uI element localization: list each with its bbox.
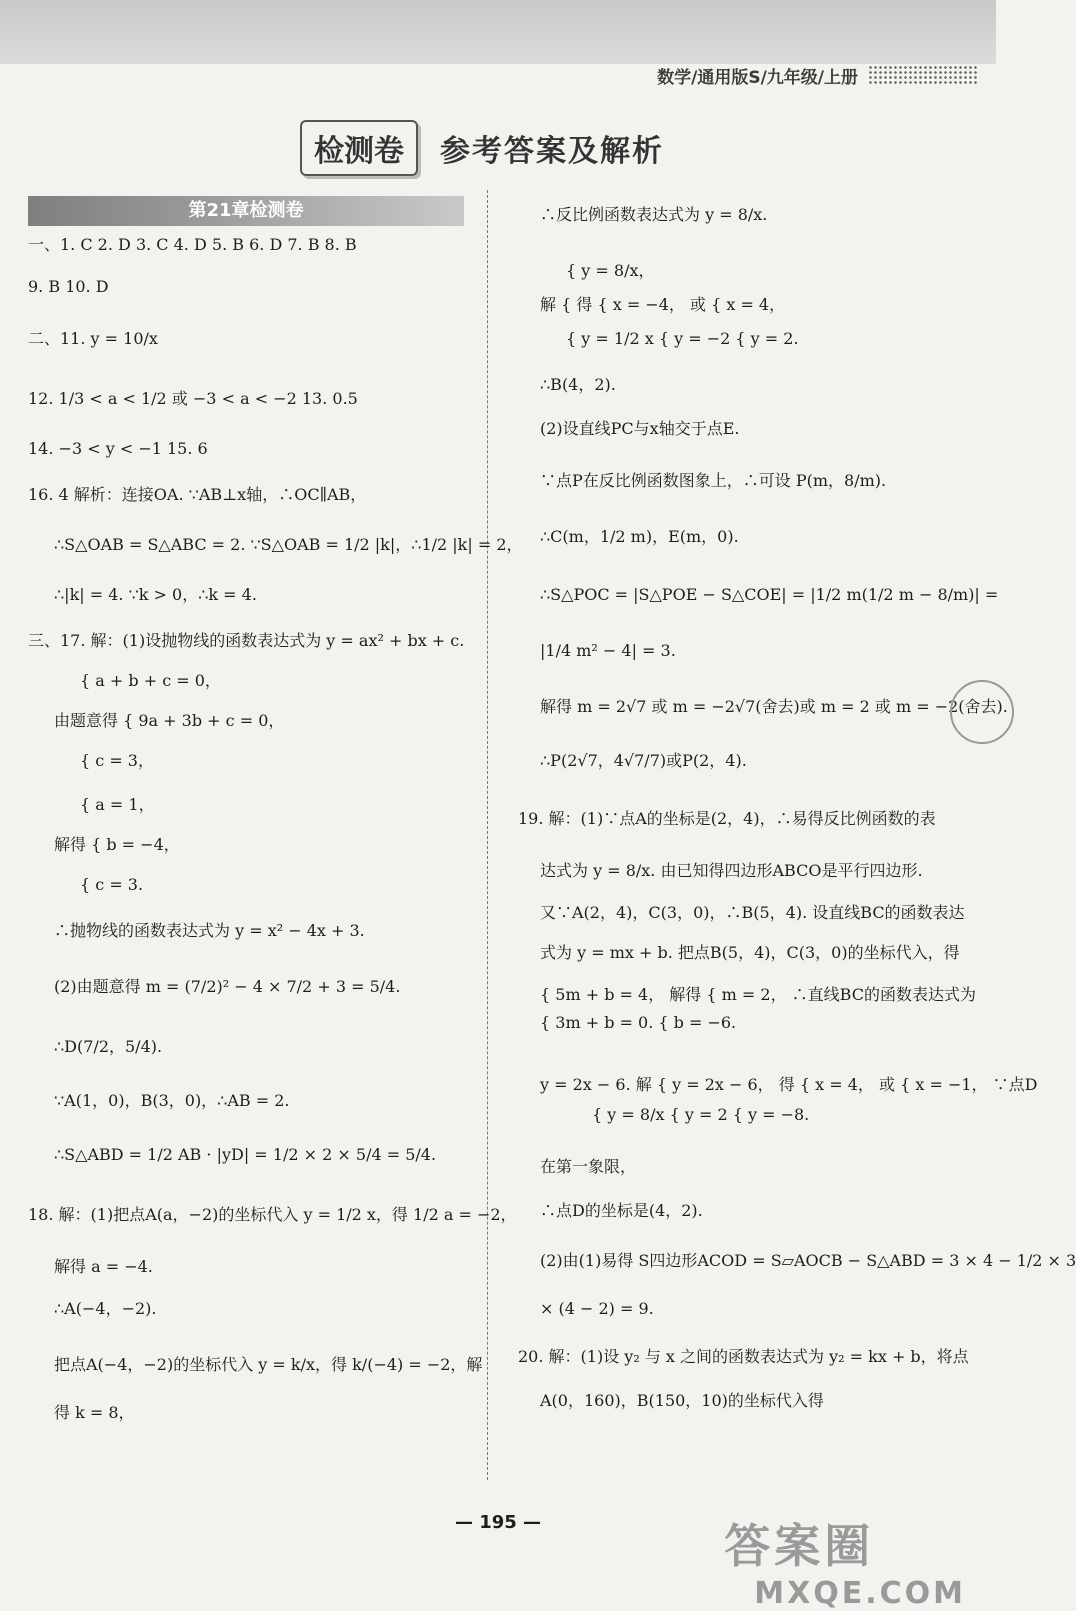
answer-line: ∴S△POC = |S△POE − S△COE| = |1/2 m(1/2 m − 8/m)| = — [540, 585, 999, 604]
answer-line: { y = 1/2 x { y = −2 { y = 2. — [566, 329, 799, 348]
dot-pattern — [868, 65, 978, 85]
answer-line: { c = 3. — [80, 875, 144, 894]
subject-label: 数学/通用版S/九年级/上册 — [657, 67, 858, 88]
answer-line: 16. 4 解析：连接OA. ∵AB⊥x轴，∴OC∥AB， — [28, 485, 367, 504]
answer-line: 达式为 y = 8/x. 由已知得四边形ABCO是平行四边形. — [540, 861, 923, 880]
answer-line: 14. −3 < y < −1 15. 6 — [28, 439, 208, 458]
answer-line: ∴B(4，2). — [540, 375, 616, 394]
answer-line: ∴反比例函数表达式为 y = 8/x. — [540, 205, 768, 224]
top-band — [0, 0, 996, 64]
running-head — [657, 60, 978, 90]
answer-line: A(0，160)，B(150，10)的坐标代入得 — [540, 1391, 824, 1410]
answer-line: ∴C(m，1/2 m)，E(m，0). — [540, 527, 739, 546]
page-title — [300, 118, 664, 178]
answer-line: ∴A(−4，−2). — [54, 1299, 157, 1318]
answer-line: 解得 a = −4. — [54, 1257, 153, 1276]
answer-line: { y = 8/x { y = 2 { y = −8. — [592, 1105, 810, 1124]
watermark-url: MXQE.COM — [754, 1576, 966, 1611]
left-column — [28, 196, 523, 1424]
title-box: 检测卷 — [300, 120, 418, 176]
page-number: — 195 — — [454, 1512, 542, 1533]
watermark-logo: 答案圈 — [724, 1519, 875, 1573]
answer-line: (2)由(1)易得 S四边形ACOD = S▱AOCB − S△ABD = 3 × 4 − 1/2 × 3 — [540, 1251, 1076, 1270]
answer-line: ∵点P在反比例函数图象上，∴可设 P(m，8/m). — [540, 471, 887, 490]
watermark — [724, 1510, 966, 1611]
answer-line: ∴点D的坐标是(4，2). — [540, 1201, 703, 1220]
answer-line: × (4 − 2) = 9. — [540, 1299, 654, 1318]
answer-line: { a = 1， — [80, 795, 155, 814]
answer-line: { 3m + b = 0. { b = −6. — [540, 1013, 737, 1032]
answer-line: (2)设直线PC与x轴交于点E. — [540, 419, 740, 438]
answer-line: 在第一象限， — [540, 1157, 637, 1176]
chapter-heading: 第21章检测卷 — [28, 196, 464, 226]
answer-line: |1/4 m² − 4| = 3. — [540, 641, 676, 660]
title-main: 参考答案及解析 — [440, 134, 664, 169]
answer-line: (2)由题意得 m = (7/2)² − 4 × 7/2 + 3 = 5/4. — [54, 977, 401, 996]
answer-line: 得 k = 8， — [54, 1403, 135, 1422]
answer-line: 由题意得 { 9a + 3b + c = 0， — [54, 711, 285, 730]
answer-line: 9. B 10. D — [28, 277, 109, 296]
answer-line: { a + b + c = 0， — [80, 671, 221, 690]
answer-line: 20. 解：(1)设 y₂ 与 x 之间的函数表达式为 y₂ = kx + b，将点 — [518, 1347, 969, 1366]
answer-line: 18. 解：(1)把点A(a，−2)的坐标代入 y = 1/2 x，得 1/2 a = −2， — [28, 1205, 517, 1224]
answer-line: 解得 { b = −4， — [54, 835, 180, 854]
answer-line: ∴|k| = 4. ∵k > 0，∴k = 4. — [54, 585, 257, 604]
column-divider — [487, 190, 488, 1480]
answer-line: 12. 1/3 < a < 1/2 或 −3 < a < −2 13. 0.5 — [28, 389, 358, 408]
answer-line: { c = 3， — [80, 751, 154, 770]
answer-line: { y = 8/x， — [566, 261, 655, 280]
answer-line: { 5m + b = 4， 解得 { m = 2， ∴直线BC的函数表达式为 — [540, 985, 976, 1004]
answer-line: ∴S△OAB = S△ABC = 2. ∵S△OAB = 1/2 |k|，∴1/2 |k| = 2， — [54, 535, 523, 554]
right-column — [518, 196, 1076, 1412]
answer-line: 又∵A(2，4)，C(3，0)，∴B(5，4). 设直线BC的函数表达 — [540, 903, 965, 922]
stamp-mark — [950, 680, 1014, 744]
answer-line: 19. 解：(1)∵点A的坐标是(2，4)，∴易得反比例函数的表 — [518, 809, 936, 828]
answer-line: 解 { 得 { x = −4， 或 { x = 4， — [540, 295, 786, 314]
answer-line: ∵A(1，0)，B(3，0)，∴AB = 2. — [54, 1091, 290, 1110]
answer-line: 解得 m = 2√7 或 m = −2√7(舍去)或 m = 2 或 m = −2(舍去). — [540, 697, 1008, 716]
answer-line: 三、17. 解：(1)设抛物线的函数表达式为 y = ax² + bx + c. — [28, 631, 465, 650]
answer-line: ∴S△ABD = 1/2 AB · |yD| = 1/2 × 2 × 5/4 = 5/4. — [54, 1145, 437, 1164]
answer-line: 把点A(−4，−2)的坐标代入 y = k/x，得 k/(−4) = −2，解 — [54, 1355, 483, 1374]
answer-line: ∴P(2√7，4√7/7)或P(2，4). — [540, 751, 747, 770]
answer-line: 式为 y = mx + b. 把点B(5，4)，C(3，0)的坐标代入，得 — [540, 943, 960, 962]
answer-line: 二、11. y = 10/x — [28, 329, 158, 348]
answer-line: 一、1. C 2. D 3. C 4. D 5. B 6. D 7. B 8. B — [28, 235, 357, 254]
answer-line: ∴D(7/2，5/4). — [54, 1037, 163, 1056]
answer-line: ∴抛物线的函数表达式为 y = x² − 4x + 3. — [54, 921, 365, 940]
answer-line: y = 2x − 6. 解 { y = 2x − 6， 得 { x = 4， 或 { x = −1， ∵点D — [540, 1075, 1038, 1094]
